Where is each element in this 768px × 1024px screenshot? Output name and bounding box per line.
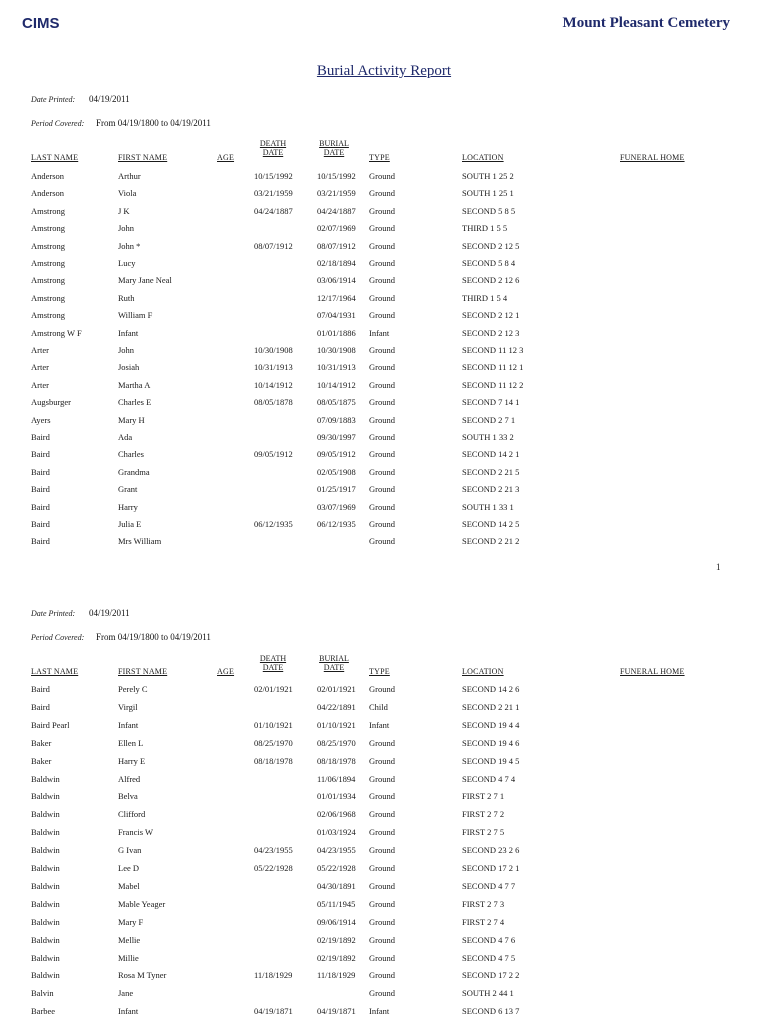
cell-location: FIRST 2 7 4 (462, 917, 505, 927)
cell-death-date: 01/10/1921 (254, 720, 293, 730)
cell-burial-date: 02/05/1908 (317, 467, 356, 477)
cell-type: Ground (369, 791, 395, 801)
cell-first-name: Belva (118, 791, 138, 801)
cell-location: SECOND 14 2 5 (462, 519, 520, 529)
cell-burial-date: 11/18/1929 (317, 970, 356, 980)
cell-type: Infant (369, 1006, 390, 1016)
col-last-name-2: LAST NAME (31, 667, 79, 676)
col-age: AGE (217, 153, 235, 162)
cell-type: Ground (369, 970, 395, 980)
cell-last-name: Baldwin (31, 809, 60, 819)
cell-location: SOUTH 2 44 1 (462, 988, 514, 998)
cell-location: SOUTH 1 25 2 (462, 171, 514, 181)
cell-type: Infant (369, 328, 390, 338)
cell-first-name: Charles (118, 449, 144, 459)
cell-last-name: Baird (31, 484, 50, 494)
cell-location: SECOND 2 12 1 (462, 310, 520, 320)
cell-location: SECOND 5 8 5 (462, 206, 516, 216)
cell-first-name: Grandma (118, 467, 150, 477)
cell-death-date: 08/18/1978 (254, 756, 293, 766)
cell-burial-date: 05/11/1945 (317, 899, 356, 909)
cell-death-date: 08/25/1970 (254, 738, 293, 748)
cell-first-name: Ada (118, 432, 133, 442)
cell-location: THIRD 1 5 4 (462, 293, 508, 303)
cell-first-name: Mary F (118, 917, 144, 927)
cell-burial-date: 01/03/1924 (317, 827, 356, 837)
cell-type: Ground (369, 738, 395, 748)
cell-location: FIRST 2 7 2 (462, 809, 505, 819)
cell-location: SECOND 19 4 5 (462, 756, 520, 766)
cell-type: Ground (369, 380, 395, 390)
cell-location: SECOND 11 12 3 (462, 345, 524, 355)
cell-location: SECOND 2 21 2 (462, 536, 520, 546)
cell-type: Ground (369, 258, 395, 268)
cell-first-name: Lee D (118, 863, 140, 873)
cell-burial-date: 11/06/1894 (317, 774, 356, 784)
cell-burial-date: 04/23/1955 (317, 845, 356, 855)
cell-location: SECOND 17 2 1 (462, 863, 520, 873)
cell-burial-date: 08/25/1970 (317, 738, 356, 748)
cell-type: Ground (369, 397, 395, 407)
cell-type: Ground (369, 809, 395, 819)
cell-location: SECOND 6 13 7 (462, 1006, 520, 1016)
cell-location: SECOND 19 4 6 (462, 738, 520, 748)
cell-first-name: John (118, 345, 135, 355)
cell-first-name: Mable Yeager (118, 899, 166, 909)
cell-first-name: Grant (118, 484, 138, 494)
col-first-name: FIRST NAME (118, 153, 168, 162)
cell-type: Ground (369, 881, 395, 891)
cell-burial-date: 02/19/1892 (317, 935, 356, 945)
cell-location: SECOND 7 14 1 (462, 397, 520, 407)
cell-last-name: Arter (31, 345, 49, 355)
col-burial-date-2: BURIAL DATE (319, 654, 349, 672)
cell-last-name: Baldwin (31, 953, 60, 963)
cell-type: Infant (369, 720, 390, 730)
period-covered-value-2: From 04/19/1800 to 04/19/2011 (96, 632, 211, 642)
col-burial-date: BURIAL DATE (319, 139, 349, 157)
col-type-2: TYPE (369, 667, 390, 676)
cemetery-name: Mount Pleasant Cemetery (562, 15, 730, 31)
cell-location: FIRST 2 7 1 (462, 791, 505, 801)
cell-burial-date: 03/21/1959 (317, 188, 356, 198)
cell-first-name: Virgil (118, 702, 138, 712)
cell-last-name: Baird Pearl (31, 720, 70, 730)
cell-burial-date: 05/22/1928 (317, 863, 356, 873)
cell-last-name: Baldwin (31, 845, 60, 855)
cell-burial-date: 08/07/1912 (317, 241, 356, 251)
cell-burial-date: 04/30/1891 (317, 881, 356, 891)
cell-first-name: Jane (118, 988, 134, 998)
cell-last-name: Amstrong (31, 310, 65, 320)
col-funeral-home: FUNERAL HOME (620, 153, 685, 162)
cell-burial-date: 10/31/1913 (317, 362, 356, 372)
cell-first-name: Mabel (118, 881, 140, 891)
cell-last-name: Ayers (31, 415, 51, 425)
cell-last-name: Baker (31, 738, 52, 748)
cell-death-date: 04/23/1955 (254, 845, 293, 855)
cell-last-name: Arter (31, 362, 49, 372)
cell-death-date: 05/22/1928 (254, 863, 293, 873)
cell-type: Ground (369, 275, 395, 285)
cell-location: SECOND 2 21 5 (462, 467, 520, 477)
cell-type: Ground (369, 774, 395, 784)
cell-first-name: Ruth (118, 293, 135, 303)
cell-last-name: Baldwin (31, 774, 60, 784)
cell-first-name: Josiah (118, 362, 140, 372)
col-death-date-2: DEATH DATE (259, 654, 287, 672)
cell-type: Ground (369, 241, 395, 251)
cell-last-name: Baird (31, 684, 50, 694)
cell-type: Ground (369, 432, 395, 442)
cell-burial-date: 07/09/1883 (317, 415, 356, 425)
cell-burial-date: 04/22/1891 (317, 702, 356, 712)
cell-type: Ground (369, 345, 395, 355)
cell-burial-date: 08/05/1875 (317, 397, 356, 407)
col-location-2: LOCATION (462, 667, 504, 676)
cell-last-name: Baldwin (31, 917, 60, 927)
cell-type: Ground (369, 935, 395, 945)
cell-death-date: 06/12/1935 (254, 519, 293, 529)
cell-first-name: Viola (118, 188, 137, 198)
cell-type: Ground (369, 310, 395, 320)
cell-death-date: 09/05/1912 (254, 449, 293, 459)
cell-location: SOUTH 1 25 1 (462, 188, 514, 198)
cell-first-name: Clifford (118, 809, 146, 819)
cell-location: SECOND 2 7 1 (462, 415, 516, 425)
cell-first-name: Lucy (118, 258, 136, 268)
cell-location: SECOND 2 21 1 (462, 702, 520, 712)
cell-burial-date: 02/19/1892 (317, 953, 356, 963)
cell-first-name: Infant (118, 1006, 139, 1016)
cell-first-name: Infant (118, 720, 139, 730)
cell-death-date: 10/14/1912 (254, 380, 293, 390)
cell-burial-date: 01/01/1886 (317, 328, 356, 338)
cell-death-date: 03/21/1959 (254, 188, 293, 198)
cell-type: Ground (369, 917, 395, 927)
cell-burial-date: 12/17/1964 (317, 293, 356, 303)
cell-last-name: Baird (31, 702, 50, 712)
cell-type: Ground (369, 536, 395, 546)
cell-last-name: Baird (31, 432, 50, 442)
col-location: LOCATION (462, 153, 504, 162)
cell-type: Ground (369, 223, 395, 233)
cell-location: SECOND 23 2 6 (462, 845, 520, 855)
period-covered-label: Period Covered: (31, 119, 85, 128)
col-type: TYPE (369, 153, 390, 162)
cell-type: Ground (369, 449, 395, 459)
cell-first-name: J K (118, 206, 130, 216)
cell-location: SECOND 4 7 5 (462, 953, 516, 963)
cell-last-name: Baird (31, 502, 50, 512)
cell-first-name: Rosa M Tyner (118, 970, 167, 980)
cell-death-date: 11/18/1929 (254, 970, 293, 980)
cell-last-name: Baker (31, 756, 52, 766)
cell-burial-date: 07/04/1931 (317, 310, 356, 320)
cell-location: SECOND 14 2 1 (462, 449, 520, 459)
cell-type: Ground (369, 188, 395, 198)
cell-location: SECOND 4 7 4 (462, 774, 516, 784)
cell-location: THIRD 1 5 5 (462, 223, 508, 233)
cell-burial-date: 09/06/1914 (317, 917, 356, 927)
cell-type: Ground (369, 415, 395, 425)
cell-first-name: Arthur (118, 171, 141, 181)
cell-death-date: 02/01/1921 (254, 684, 293, 694)
period-covered-value: From 04/19/1800 to 04/19/2011 (96, 118, 211, 128)
date-printed-value: 04/19/2011 (89, 94, 130, 104)
cell-location: SECOND 2 12 3 (462, 328, 520, 338)
cell-burial-date: 03/07/1969 (317, 502, 356, 512)
cell-location: SECOND 14 2 6 (462, 684, 520, 694)
cell-burial-date: 02/01/1921 (317, 684, 356, 694)
cell-last-name: Amstrong (31, 258, 65, 268)
cell-death-date: 10/31/1913 (254, 362, 293, 372)
cell-type: Ground (369, 863, 395, 873)
cell-first-name: Martha A (118, 380, 151, 390)
cell-last-name: Barbee (31, 1006, 56, 1016)
cell-location: SECOND 2 12 6 (462, 275, 520, 285)
cell-first-name: G Ivan (118, 845, 142, 855)
date-printed-label: Date Printed: (31, 95, 76, 104)
date-printed-value-2: 04/19/2011 (89, 608, 130, 618)
cell-type: Ground (369, 484, 395, 494)
cell-first-name: Millie (118, 953, 139, 963)
cell-burial-date: 02/18/1894 (317, 258, 356, 268)
cell-last-name: Amstrong (31, 275, 65, 285)
cell-last-name: Amstrong (31, 206, 65, 216)
cell-location: FIRST 2 7 5 (462, 827, 505, 837)
report-title: Burial Activity Report (316, 63, 452, 79)
cell-first-name: Infant (118, 328, 139, 338)
cell-last-name: Baird (31, 536, 50, 546)
col-first-name-2: FIRST NAME (118, 667, 168, 676)
col-last-name: LAST NAME (31, 153, 79, 162)
col-age-2: AGE (217, 667, 235, 676)
cell-first-name: Harry E (118, 756, 146, 766)
cell-last-name: Baldwin (31, 970, 60, 980)
cell-last-name: Baird (31, 519, 50, 529)
cell-location: SECOND 11 12 2 (462, 380, 524, 390)
cell-burial-date: 02/07/1969 (317, 223, 356, 233)
cell-burial-date: 01/25/1917 (317, 484, 356, 494)
cell-location: SECOND 2 12 5 (462, 241, 520, 251)
cell-last-name: Baldwin (31, 899, 60, 909)
cell-type: Ground (369, 206, 395, 216)
cell-last-name: Amstrong (31, 223, 65, 233)
cell-last-name: Baldwin (31, 791, 60, 801)
cell-location: FIRST 2 7 3 (462, 899, 505, 909)
cell-death-date: 04/24/1887 (254, 206, 293, 216)
cell-location: SECOND 17 2 2 (462, 970, 520, 980)
cell-last-name: Baldwin (31, 935, 60, 945)
cell-last-name: Anderson (31, 188, 65, 198)
cell-type: Ground (369, 827, 395, 837)
cell-type: Ground (369, 953, 395, 963)
app-logo-text: CIMS (22, 15, 60, 32)
cell-first-name: Harry (118, 502, 138, 512)
cell-location: SOUTH 1 33 1 (462, 502, 514, 512)
cell-first-name: Perely C (118, 684, 148, 694)
cell-burial-date: 04/19/1871 (317, 1006, 356, 1016)
cell-death-date: 04/19/1871 (254, 1006, 293, 1016)
cell-first-name: Julia E (118, 519, 142, 529)
cell-location: SOUTH 1 33 2 (462, 432, 514, 442)
cell-type: Ground (369, 502, 395, 512)
cell-death-date: 10/15/1992 (254, 171, 293, 181)
cell-death-date: 08/07/1912 (254, 241, 293, 251)
cell-first-name: Francis W (118, 827, 154, 837)
cell-first-name: William F (118, 310, 153, 320)
col-funeral-home-2: FUNERAL HOME (620, 667, 685, 676)
cell-location: SECOND 4 7 6 (462, 935, 516, 945)
cell-location: SECOND 5 8 4 (462, 258, 516, 268)
cell-first-name: John (118, 223, 135, 233)
cell-last-name: Augsburger (31, 397, 71, 407)
cell-location: SECOND 19 4 4 (462, 720, 520, 730)
cell-type: Ground (369, 988, 395, 998)
cell-last-name: Baldwin (31, 881, 60, 891)
cell-last-name: Arter (31, 380, 49, 390)
cell-last-name: Amstrong (31, 241, 65, 251)
cell-location: SECOND 2 21 3 (462, 484, 520, 494)
cell-first-name: John * (118, 241, 141, 251)
cell-death-date: 10/30/1908 (254, 345, 293, 355)
cell-burial-date: 10/15/1992 (317, 171, 356, 181)
cell-type: Ground (369, 899, 395, 909)
cell-burial-date: 04/24/1887 (317, 206, 356, 216)
cell-first-name: Charles E (118, 397, 152, 407)
cell-first-name: Mellie (118, 935, 141, 945)
page-number: 1 (716, 562, 721, 572)
cell-last-name: Amstrong W F (31, 328, 82, 338)
cell-last-name: Baird (31, 449, 50, 459)
cell-last-name: Baird (31, 467, 50, 477)
cell-type: Ground (369, 519, 395, 529)
cell-burial-date: 10/30/1908 (317, 345, 356, 355)
cell-type: Child (369, 702, 388, 712)
cell-type: Ground (369, 362, 395, 372)
cell-first-name: Alfred (118, 774, 141, 784)
cell-type: Ground (369, 467, 395, 477)
cell-last-name: Anderson (31, 171, 65, 181)
cell-type: Ground (369, 845, 395, 855)
cell-type: Ground (369, 684, 395, 694)
cell-burial-date: 09/30/1997 (317, 432, 356, 442)
date-printed-label-2: Date Printed: (31, 609, 76, 618)
cell-first-name: Ellen L (118, 738, 144, 748)
cell-burial-date: 08/18/1978 (317, 756, 356, 766)
cell-burial-date: 03/06/1914 (317, 275, 356, 285)
cell-burial-date: 10/14/1912 (317, 380, 356, 390)
col-death-date: DEATH DATE (259, 139, 287, 157)
cell-burial-date: 01/01/1934 (317, 791, 356, 801)
cell-last-name: Balvin (31, 988, 54, 998)
cell-burial-date: 01/10/1921 (317, 720, 356, 730)
cell-type: Ground (369, 756, 395, 766)
cell-last-name: Baldwin (31, 827, 60, 837)
cell-first-name: Mary H (118, 415, 145, 425)
cell-first-name: Mrs William (118, 536, 162, 546)
cell-location: SECOND 11 12 1 (462, 362, 524, 372)
cell-type: Ground (369, 171, 395, 181)
cell-type: Ground (369, 293, 395, 303)
cell-burial-date: 02/06/1968 (317, 809, 356, 819)
cell-death-date: 08/05/1878 (254, 397, 293, 407)
cell-last-name: Amstrong (31, 293, 65, 303)
cell-burial-date: 06/12/1935 (317, 519, 356, 529)
cell-burial-date: 09/05/1912 (317, 449, 356, 459)
cell-first-name: Mary Jane Neal (118, 275, 172, 285)
period-covered-label-2: Period Covered: (31, 633, 85, 642)
cell-last-name: Baldwin (31, 863, 60, 873)
cell-location: SECOND 4 7 7 (462, 881, 516, 891)
